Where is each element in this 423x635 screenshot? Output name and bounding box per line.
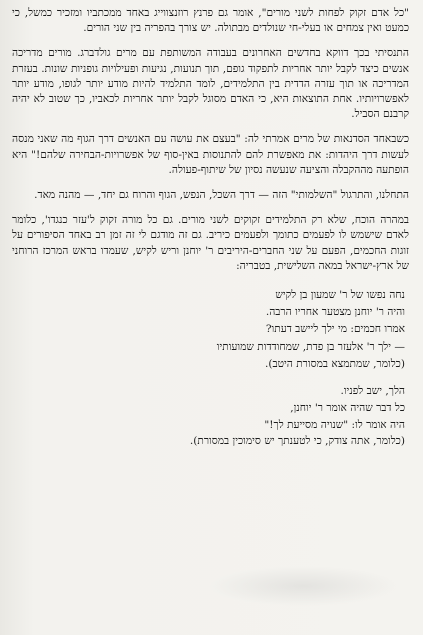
quote-gap — [12, 373, 409, 383]
scan-smudge — [208, 566, 398, 606]
paragraph-two-teachers: במהרה הוכח, שלא רק התלמידים זקוקים לשני מורים. גם כל מורה זקוק ל'עזר כנגדו', כלומר לאדם שישמש לו לפעמים כתומך ולפעמים כיריב. גם זה מודגם לי זה זמן רב באחד הסיפורים על זוגות החכמים, הפעם על שני החברים-היריבים ר' יוחנן וריש לקיש, שעמדו בראש המרכז הרוחני של ארץ-ישראל במאה השלישית, בטבריה: — [12, 214, 409, 272]
paragraph-gap — [12, 181, 409, 188]
paragraph-opening-quote: "כל אדם זקוק לפחות לשני מורים", אומר גם פרנץ רוזנצווייג באחד ממכתביו ומזכיר כמשל, כי כמעט ואין צמחים או בעלי-חי שנולדים מבתולה. יש צורך בהפריה בין שני הורים. — [12, 7, 409, 35]
talmud-quote-part-2 — [12, 383, 409, 450]
paragraph-gap — [12, 39, 409, 46]
quote-line: — ילך ר' אלעזר בן פדת, שמחודדות שמועותיו — [216, 340, 405, 353]
quote-line: כל דבר שהיה אומר ר' יוחנן, — [290, 401, 405, 414]
quote-line: אמרו חכמים: מי ילך ליישב דעתו? — [265, 323, 405, 336]
paragraph-gap — [12, 206, 409, 213]
quote-line: (כלומר, אתה צודק, כי לטענתך יש סימוכין במסורת). — [189, 435, 405, 448]
quote-line: והיה ר' יוחנן מצטער אחריו הרבה. — [265, 306, 405, 319]
paragraph-workshop: כשבאחד הסדנאות של מרים אמרתי לה: "בעצם את עושה עם האנשים דרך הגוף מה שאני מנסה לעשות דרך היהדות: את מאפשרת להם להתנוסות באין-סוף של אפשרויות-הבחירה שלהם!" היא הופתעה מההקבלה והציעה שנעשה נסיון של שיתוף-פעולה. — [12, 133, 409, 176]
quote-gap — [12, 277, 409, 287]
quote-line: הלך, ישב לפניו. — [340, 385, 405, 398]
quote-line: נחה נפשו של ר' שמעון בן לקיש — [275, 289, 405, 302]
talmud-quote-part-1 — [12, 287, 409, 373]
paragraph-miriam-work: התנסיתי בכך דווקא בחדשים האחרונים בעבודה המשותפת עם מרים גולדברג. מורים מדריכה אנשים כיצד לקבל יותר אחריות לתפקוד גופם, תוך תנועות, נגיעות ופעילויות גופניות שונות. בעזרת המדריכה או תוך עזרה הדדית בין התלמידים, לומד התלמיד להיות מודע יותר לגופו, מודע יותר לאפשרויותיו. אחת התוצאות היא, כי האדם מסוגל לקבל יותר אחריות לכאביו, כך שטוב לא יהיה קרבנם הסביל. — [12, 47, 409, 121]
quote-line: (כלומר, שמתמצא במסורת היטב). — [264, 357, 405, 370]
quote-line: היה אומר לו: "שנויה מסייעת לך!" — [264, 418, 405, 431]
paragraph-gap — [12, 125, 409, 132]
paragraph-beginning: התחלנו, והתרגול "השלמותי" הזה — דרך השכל, הנפש, הגוף והרוח גם יחד, — מהנה מאד. — [34, 189, 409, 202]
